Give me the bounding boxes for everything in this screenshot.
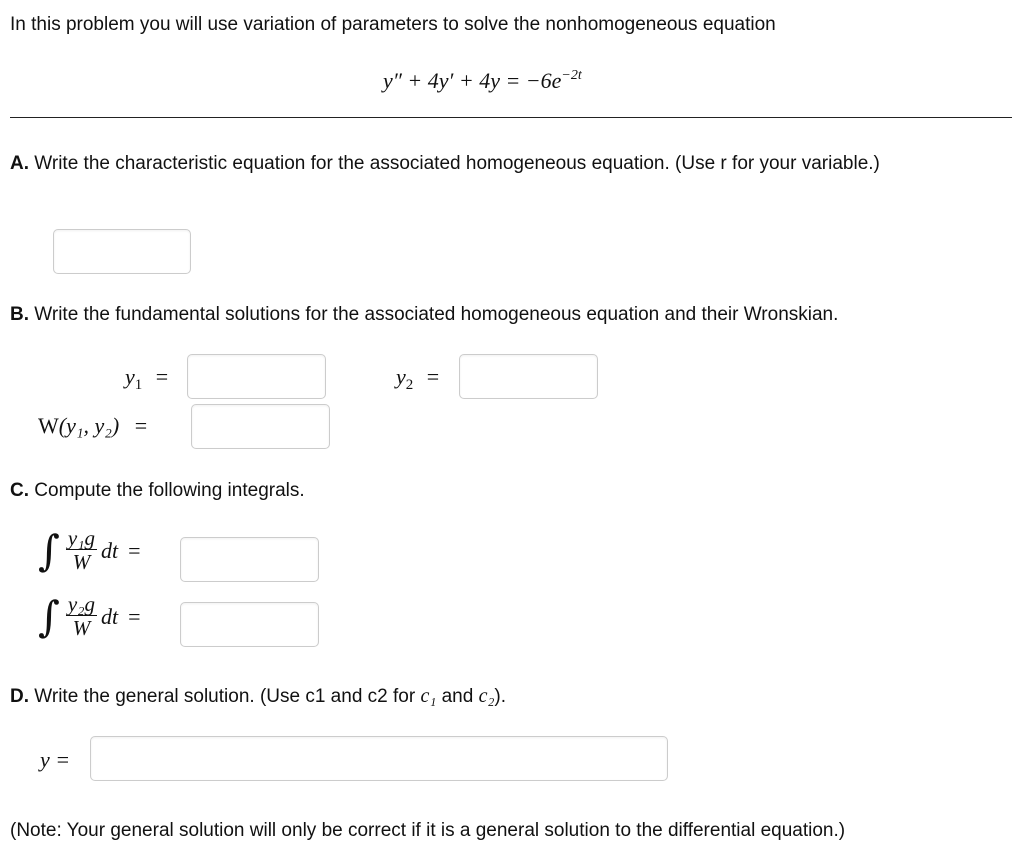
part-a-letter: A. bbox=[10, 153, 29, 174]
wronskian-label: W(y₁, y₂) = bbox=[38, 413, 148, 438]
general-solution-label: y = bbox=[40, 747, 71, 772]
y1-input[interactable] bbox=[187, 354, 326, 399]
wronskian-input[interactable] bbox=[191, 404, 330, 449]
intro-text: In this problem you will use variation of parameters to solve the nonhomogeneous equation bbox=[10, 14, 776, 35]
y2-label: $y_2$ = bbox=[396, 364, 440, 393]
part-b-letter: B. bbox=[10, 304, 29, 325]
equation-exponent: −2t bbox=[561, 68, 582, 83]
part-b-text: Write the fundamental solutions for the associated homogeneous equation and their Wronskian. bbox=[34, 304, 839, 325]
integral-2-input[interactable] bbox=[180, 602, 319, 647]
integral-1-input[interactable] bbox=[180, 537, 319, 582]
part-c-prompt bbox=[10, 480, 305, 502]
part-a-text: Write the characteristic equation for the associated homogeneous equation. (Use r for your variable.) bbox=[34, 153, 880, 174]
part-d-prompt: D. Write the general solution. (Use c1 and c2 for c₁ and c₂). bbox=[10, 685, 507, 707]
integral-sign-1: ∫ bbox=[38, 525, 60, 575]
integral-sign-2: ∫ bbox=[38, 591, 60, 641]
divider bbox=[10, 117, 1012, 118]
y1-label: $y_1$ = bbox=[125, 364, 169, 393]
part-c-letter: C. bbox=[10, 480, 29, 501]
part-d-letter: D. bbox=[10, 686, 29, 707]
general-solution-input[interactable] bbox=[90, 736, 668, 781]
characteristic-equation-input[interactable] bbox=[53, 229, 191, 274]
note-text: (Note: Your general solution will only be correct if it is a general solution to the differential equation.) bbox=[10, 820, 846, 841]
integral-1: ∫ $\frac{\text{y₁g}}{W}$ dt = bbox=[38, 525, 141, 575]
equation-lhs: y″ + 4y′ + 4y = −6e bbox=[383, 68, 562, 93]
part-c-text: Compute the following integrals. bbox=[34, 480, 305, 501]
part-a-prompt bbox=[10, 148, 970, 179]
main-equation bbox=[383, 68, 582, 94]
integral-2: ∫ $\frac{\text{y₂g}}{W}$ dt = bbox=[38, 591, 141, 641]
part-b-prompt bbox=[10, 304, 838, 326]
y2-input[interactable] bbox=[459, 354, 598, 399]
